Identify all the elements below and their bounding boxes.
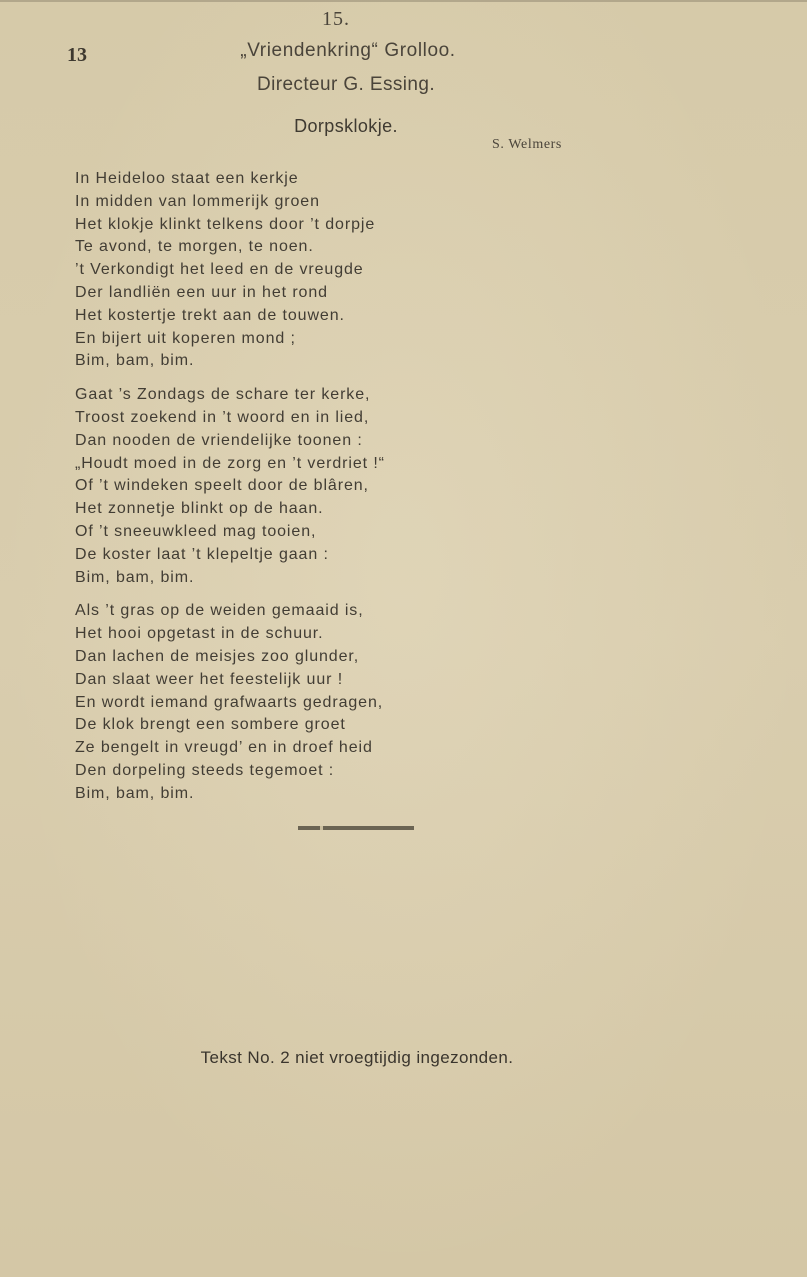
poem-line: Bim, bam, bim. (75, 352, 195, 370)
poem-line: Den dorpeling steeds tegemoet : (75, 761, 335, 779)
poem-line: Te avond, te morgen, te noen. (75, 238, 314, 256)
top-edge-rule (0, 0, 807, 2)
item-number: 13 (67, 44, 87, 66)
poem-line: Of ’t sneeuwkleed mag tooien, (75, 522, 317, 540)
poem-line: In midden van lommerijk groen (75, 192, 320, 210)
stanza-3 (75, 600, 545, 805)
poem-line: Het klokje klinkt telkens door ’t dorpje (75, 215, 376, 233)
end-ornament-rule (298, 826, 414, 830)
poem-line: Gaat ’s Zondags de schare ter kerke, (75, 386, 371, 404)
director-name: Directeur G. Essing. (257, 74, 435, 95)
poem-line: Bim, bam, bim. (75, 784, 195, 802)
poem-line: Het zonnetje blinkt op de haan. (75, 500, 324, 518)
poem-body (75, 168, 545, 817)
poem-line: Dan nooden de vriendelijke toonen : (75, 431, 363, 449)
poem-line: Als ’t gras op de weiden gemaaid is, (75, 602, 364, 620)
stanza-1 (75, 168, 545, 373)
poem-line: De koster laat ’t klepeltje gaan : (75, 545, 329, 563)
poem-line: In Heideloo staat een kerkje (75, 170, 299, 187)
poem-line: Het hooi opgetast in de schuur. (75, 625, 324, 643)
stanza-2 (75, 384, 545, 589)
poem-line: Troost zoekend in ’t woord en in lied, (75, 408, 370, 426)
poem-line: Bim, bam, bim. (75, 568, 195, 586)
footer-notice: Tekst No. 2 niet vroegtijdig ingezonden. (200, 1048, 514, 1067)
poem-line: Of ’t windeken speelt door de blâren, (75, 477, 369, 495)
poem-line: En wordt iemand grafwaarts gedragen, (75, 693, 384, 711)
poem-line: En bijert uit koperen mond ; (75, 329, 296, 347)
choir-name: „Vriendenkring“ Grolloo. (240, 40, 456, 61)
poem-line: De klok brengt een sombere groet (75, 716, 346, 734)
poem-line: Dan slaat weer het feestelijk uur ! (75, 670, 344, 688)
poem-line: ’t Verkondigt het leed en de vreugde (75, 261, 364, 279)
song-title: Dorpsklokje. (294, 116, 398, 136)
poem-line: „Houdt moed in de zorg en ’t verdriet !“ (75, 454, 385, 472)
song-author: S. Welmers (492, 137, 562, 152)
poem-line: Dan lachen de meisjes zoo glunder, (75, 647, 360, 665)
poem-line: Het kostertje trekt aan de touwen. (75, 306, 345, 324)
poem-line: Ze bengelt in vreugd’ en in droef heid (75, 739, 373, 757)
poem-line: Der landliën een uur in het rond (75, 283, 328, 301)
page-number: 15. (322, 8, 350, 30)
